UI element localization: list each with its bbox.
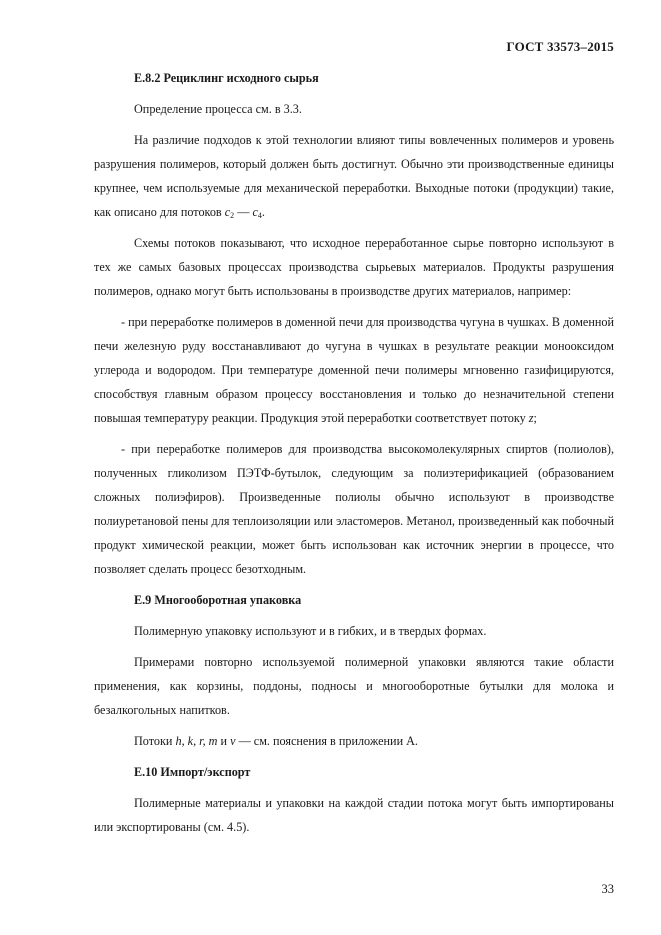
- paragraph: Полимерные материалы и упаковки на каждой стадии потока могут быть импортированы или экспортированы (см. 4.5).: [94, 796, 614, 834]
- document-code-header: ГОСТ 33573–2015: [506, 39, 614, 54]
- page-number: 33: [601, 882, 614, 896]
- section-heading-e10: Е.10 Импорт/экспорт: [134, 765, 251, 779]
- list-item: - при переработке полимеров для производства высокомолекулярных спиртов (полиолов), полученных гликолизом ПЭТФ-бутылок, следующим за полиэтерификацией (образованием сложных полиэфиров). Произведенные полиолы обычно используют в производстве полиуретановой пены для теплоизоляции или эластомеров. Метанол, произведенный как побочный продукт химической реакции, может быть использован как источник энергии в процессе, что позволяет сделать процесс безотходным.: [94, 442, 614, 576]
- paragraph: Полимерную упаковку используют и в гибких, и в твердых формах.: [134, 624, 487, 638]
- section-heading-e8-2: Е.8.2 Рециклинг исходного сырья: [134, 71, 319, 85]
- paragraph: Схемы потоков показывают, что исходное переработанное сырье повторно используют в тех же самых базовых процессах производства сырьевых материалов. Продукты разрушения полимеров, однако могут быть использованы в производстве других материалов, например:: [94, 236, 614, 298]
- list-item: - при переработке полимеров в доменной печи для производства чугуна в чушках. В доменной печи железную руду восстанавливают до чугуна в чушках в результате реакции монооксидом углерода и водородом. При температуре доменной печи полимеры мгновенно газифицируются, способствуя главным образом процессу восстановления и только до незначительной степени повышая температуру реакции. Продукция этой переработки соответствует потоку z;: [94, 315, 614, 425]
- paragraph: На различие подходов к этой технологии влияют типы вовлеченных полимеров и уровень разрушения полимеров, который должен быть достигнут. Обычно эти производственные единицы крупнее, чем используемые для механической переработки. Выходные потоки (продукции) такие, как описано для потоков $c_2$ — $c_4$.: [94, 133, 614, 220]
- paragraph: Примерами повторно используемой полимерной упаковки являются такие области применения, как корзины, поддоны, подносы и многооборотные бутылки для молока и безалкогольных напитков.: [94, 655, 614, 717]
- page-body: [94, 66, 614, 846]
- section-heading-e9: Е.9 Многооборотная упаковка: [134, 593, 302, 607]
- paragraph: Определение процесса см. в 3.3.: [134, 102, 302, 116]
- paragraph: Потоки h, k, r, m и v — см. пояснения в приложении А.: [134, 734, 418, 748]
